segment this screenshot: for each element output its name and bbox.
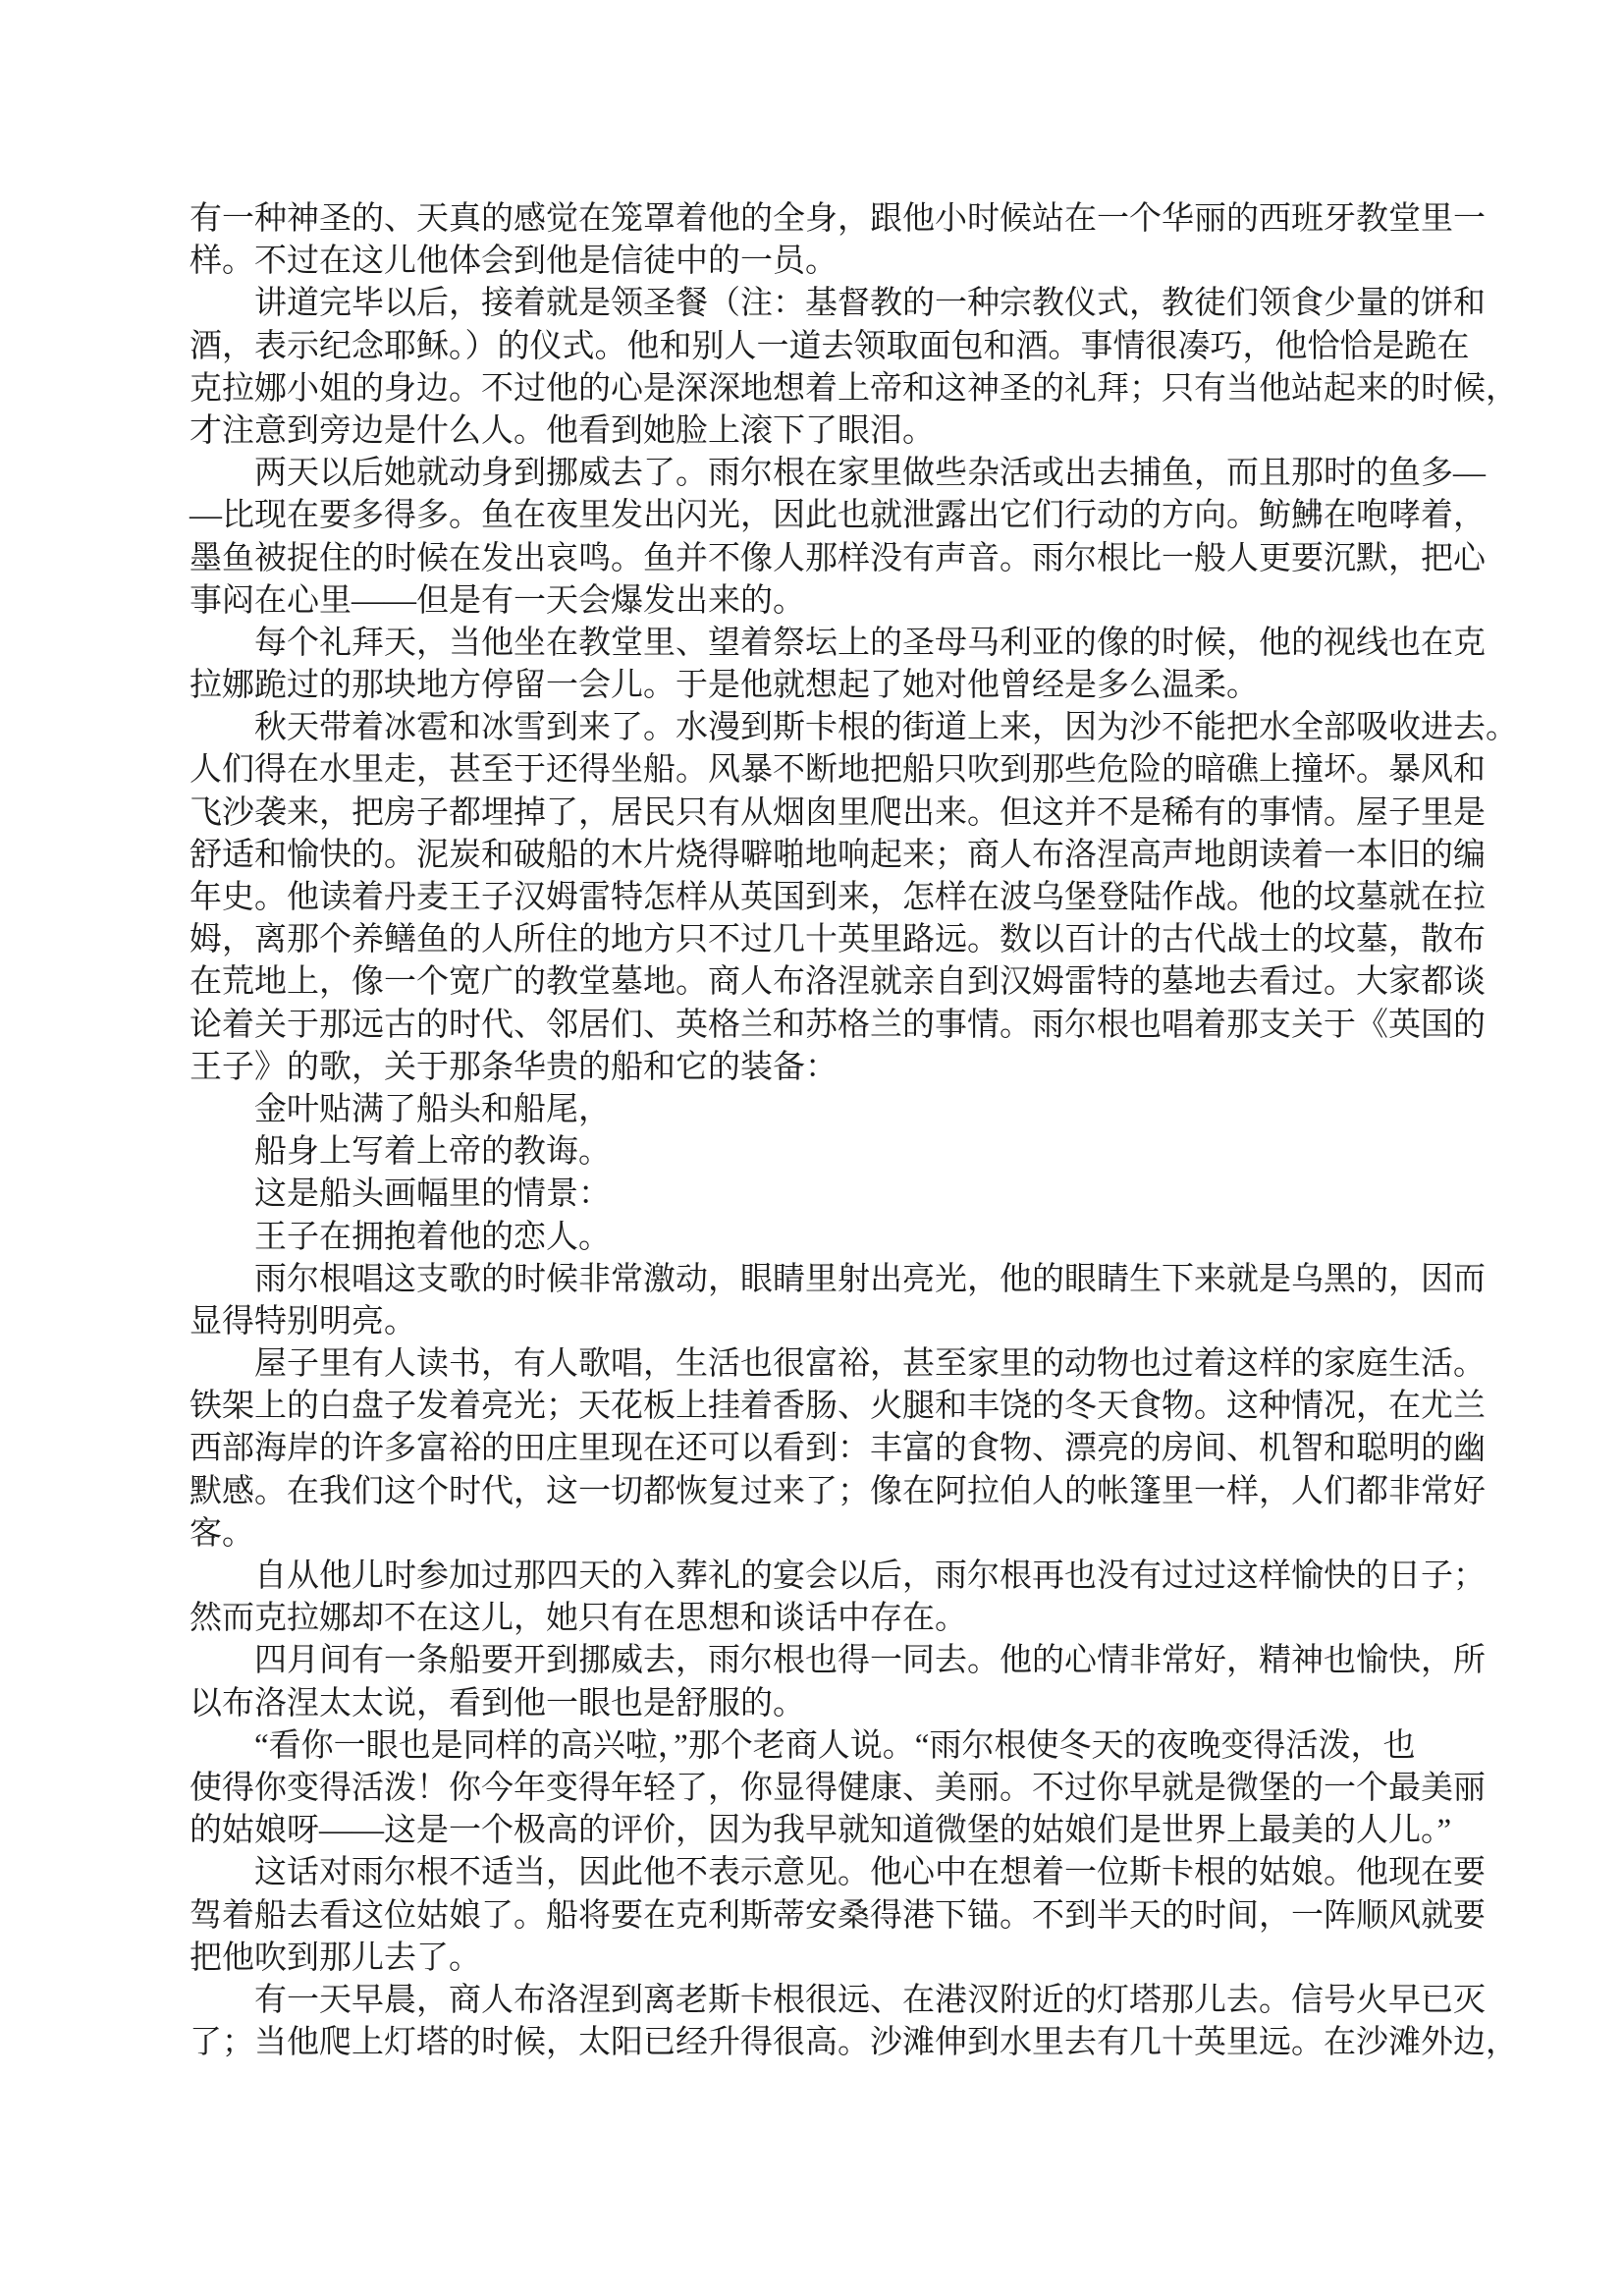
text-line: 克拉娜小姐的身边。不过他的心是深深地想着上帝和这神圣的礼拜；只有当他站起来的时候， (189, 370, 1518, 407)
text-line: 拉娜跪过的那块地方停留一会儿。于是他就想起了她对他曾经是多么温柔。 (189, 668, 1259, 704)
text-line: 雨尔根唱这支歌的时候非常激动，眼睛里射出亮光，他的眼睛生下来就是乌黑的，因而 (254, 1261, 1486, 1297)
text-line: 王子》的歌，关于那条华贵的船和它的装备： (189, 1049, 838, 1085)
text-line: 的姑娘呀——这是一个极高的评价，因为我早就知道微堡的姑娘们是世界上最美的人儿。” (189, 1813, 1452, 1849)
text-line: 驾着船去看这位姑娘了。船将要在克利斯蒂安桑得港下锚。不到半天的时间，一阵顺风就要 (189, 1897, 1486, 1934)
text-line: 自从他儿时参加过那四天的入葬礼的宴会以后，雨尔根再也没有过过这样愉快的日子； (254, 1558, 1486, 1594)
text-line: 墨鱼被捉住的时候在发出哀鸣。鱼并不像人那样没有声音。雨尔根比一般人更要沉默，把心 (189, 540, 1486, 576)
text-line: 客。 (189, 1515, 254, 1552)
text-line: 在荒地上，像一个宽广的教堂墓地。商人布洛涅就亲自到汉姆雷特的墓地去看过。大家都谈 (189, 964, 1486, 1001)
text-line: 论着关于那远古的时代、邻居们、英格兰和苏格兰的事情。雨尔根也唱着那支关于《英国的 (189, 1007, 1486, 1043)
text-line: 把他吹到那儿去了。 (189, 1940, 481, 1976)
text-line: 船身上写着上帝的教诲。 (254, 1134, 611, 1171)
text-line: 才注意到旁边是什么人。他看到她脸上滚下了眼泪。 (189, 412, 935, 449)
text-line: 然而克拉娜却不在这儿，她只有在思想和谈话中存在。 (189, 1601, 967, 1637)
text-block (189, 198, 1518, 2064)
text-line: 舒适和愉快的。泥炭和破船的木片烧得噼啪地响起来；商人布洛涅高声地朗读着一本旧的编 (189, 837, 1486, 873)
text-line: 讲道完毕以后，接着就是领圣餐（注：基督教的一种宗教仪式，教徒们领食少量的饼和 (254, 286, 1486, 322)
text-line: 有一种神圣的、天真的感觉在笼罩着他的全身，跟他小时候站在一个华丽的西班牙教堂里一 (189, 201, 1486, 237)
text-line: 两天以后她就动身到挪威去了。雨尔根在家里做些杂活或出去捕鱼，而且那时的鱼多— (254, 456, 1486, 492)
text-line: 每个礼拜天，当他坐在教堂里、望着祭坛上的圣母马利亚的像的时候，他的视线也在克 (254, 625, 1486, 661)
text-line: 金叶贴满了船头和船尾， (254, 1091, 611, 1127)
text-line: 以布洛涅太太说，看到他一眼也是舒服的。 (189, 1685, 805, 1722)
text-line: 屋子里有人读书，有人歌唱，生活也很富裕，甚至家里的动物也过着这样的家庭生活。 (254, 1346, 1486, 1383)
text-line: 样。不过在这儿他体会到他是信徒中的一员。 (189, 244, 838, 280)
text-line: 人们得在水里走，甚至于还得坐船。风暴不断地把船只吹到那些危险的暗礁上撞坏。暴风和 (189, 752, 1486, 789)
text-line: 这是船头画幅里的情景： (254, 1176, 611, 1213)
text-line: 这话对雨尔根不适当，因此他不表示意见。他心中在想着一位斯卡根的姑娘。他现在要 (254, 1855, 1486, 1891)
text-line: 西部海岸的许多富裕的田庄里现在还可以看到：丰富的食物、漂亮的房间、机智和聪明的幽 (189, 1431, 1486, 1467)
text-line: 王子在拥抱着他的恋人。 (254, 1219, 611, 1255)
text-line: 事闷在心里——但是有一天会爆发出来的。 (189, 582, 805, 619)
text-line: —比现在要多得多。鱼在夜里发出闪光，因此也就泄露出它们行动的方向。鲂鮄在咆哮着， (189, 498, 1486, 534)
text-line: 使得你变得活泼！你今年变得年轻了，你显得健康、美丽。不过你早就是微堡的一个最美丽 (189, 1770, 1486, 1806)
text-line: 飞沙袭来，把房子都埋掉了，居民只有从烟囱里爬出来。但这并不是稀有的事情。屋子里是 (189, 794, 1486, 831)
text-line: 姆，离那个养鳝鱼的人所住的地方只不过几十英里路远。数以百计的古代战士的坟墓，散布 (189, 922, 1486, 958)
text-line: 酒，表示纪念耶稣。）的仪式。他和别人一道去领取面包和酒。事情很凑巧，他恰恰是跪在 (189, 328, 1470, 364)
text-line: 默感。在我们这个时代，这一切都恢复过来了；像在阿拉伯人的帐篷里一样，人们都非常好 (189, 1473, 1486, 1509)
text-line: 年史。他读着丹麦王子汉姆雷特怎样从英国到来，怎样在波乌堡登陆作战。他的坟墓就在拉 (189, 880, 1486, 915)
text-line: 有一天早晨，商人布洛涅到离老斯卡根很远、在港汊附近的灯塔那儿去。信号火早已灭 (254, 1982, 1486, 2018)
text-line: 秋天带着冰雹和冰雪到来了。水漫到斯卡根的街道上来，因为沙不能把水全部吸收进去。 (254, 710, 1518, 746)
text-line: 四月间有一条船要开到挪威去，雨尔根也得一同去。他的心情非常好，精神也愉快，所 (254, 1643, 1486, 1679)
text-line: “看你一眼也是同样的高兴啦，”那个老商人说。“雨尔根使冬天的夜晚变得活泼，也 (254, 1727, 1416, 1764)
text-line: 铁架上的白盘子发着亮光；天花板上挂着香肠、火腿和丰饶的冬天食物。这种情况，在尤兰 (189, 1389, 1486, 1425)
text-line: 了；当他爬上灯塔的时候，太阳已经升得很高。沙滩伸到水里去有几十英里远。在沙滩外边， (189, 2025, 1518, 2061)
text-line: 显得特别明亮。 (189, 1303, 416, 1339)
